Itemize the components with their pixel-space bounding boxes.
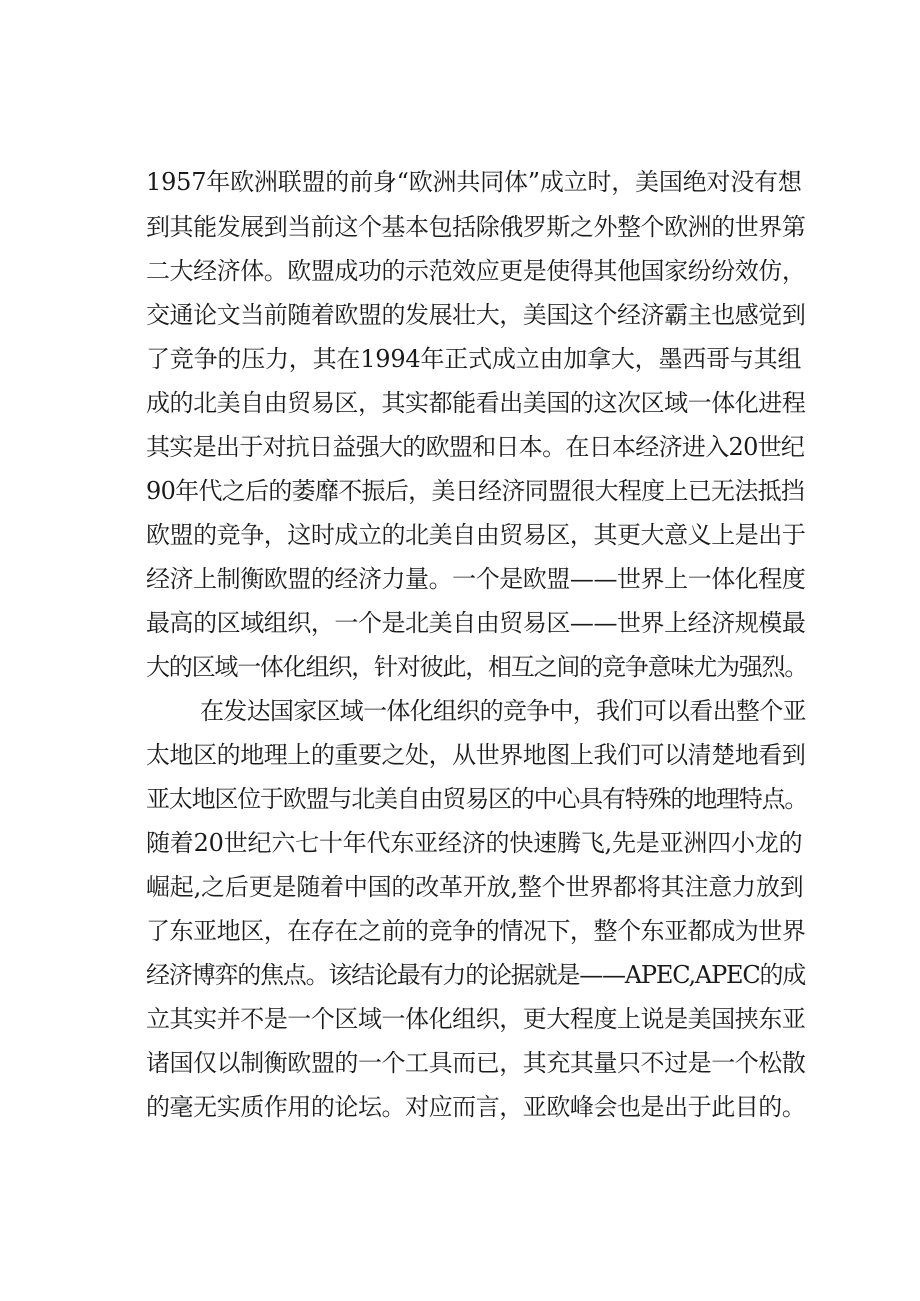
text-line: 交通论文当前随着欧盟的发展壮大，美国这个经济霸主也感觉到 (146, 301, 806, 329)
text-line: 欧盟的竞争，这时成立的北美自由贸易区，其更大意义上是出于 (146, 521, 806, 549)
text-line: 亚太地区位于欧盟与北美自由贸易区的中心具有特殊的地理特点。 (146, 785, 808, 813)
text-line: 1957年欧洲联盟的前身“欧洲共同体”成立时，美国绝对没有想 (146, 168, 802, 196)
text-line: 经济上制衡欧盟的经济力量。一个是欧盟——世界上一体化程度 (146, 565, 806, 593)
text-line: 随着20世纪六七十年代东亚经济的快速腾飞,先是亚洲四小龙的 (146, 829, 803, 857)
text-line: 大的区域一体化组织，针对彼此，相互之间的竞争意味尤为强烈。 (146, 653, 808, 681)
text-line: 了竞争的压力，其在1994年正式成立由加拿大，墨西哥与其组 (146, 345, 802, 373)
text-line: 二大经济体。欧盟成功的示范效应更是使得其他国家纷纷效仿， (146, 257, 806, 285)
text-line: 经济博弈的焦点。该结论最有力的论据就是——APEC,APEC的成 (146, 961, 806, 989)
text-line: 太地区的地理上的重要之处，从世界地图上我们可以清楚地看到 (146, 741, 806, 769)
text-line: 了东亚地区，在存在之前的竞争的情况下，整个东亚都成为世界 (146, 917, 806, 945)
text-line: 立其实并不是一个区域一体化组织，更大程度上说是美国挟东亚 (146, 1005, 806, 1033)
text-line: 崛起,之后更是随着中国的改革开放,整个世界都将其注意力放到 (146, 873, 804, 901)
text-line: 最高的区域组织，一个是北美自由贸易区——世界上经济规模最 (146, 609, 806, 637)
text-line: 在发达国家区域一体化组织的竞争中，我们可以看出整个亚 (200, 697, 806, 725)
text-line: 其实是出于对抗日益强大的欧盟和日本。在日本经济进入20世纪 (146, 433, 805, 461)
text-line: 诸国仅以制衡欧盟的一个工具而已，其充其量只不过是一个松散 (146, 1049, 806, 1077)
text-line: 90年代之后的萎靡不振后，美日经济同盟很大程度上已无法抵挡 (146, 477, 805, 505)
text-line: 的毫无实质作用的论坛。对应而言，亚欧峰会也是出于此目的。 (146, 1093, 806, 1121)
text-line: 成的北美自由贸易区，其实都能看出美国的这次区域一体化进程 (146, 389, 806, 417)
text-line: 到其能发展到当前这个基本包括除俄罗斯之外整个欧洲的世界第 (146, 213, 806, 241)
